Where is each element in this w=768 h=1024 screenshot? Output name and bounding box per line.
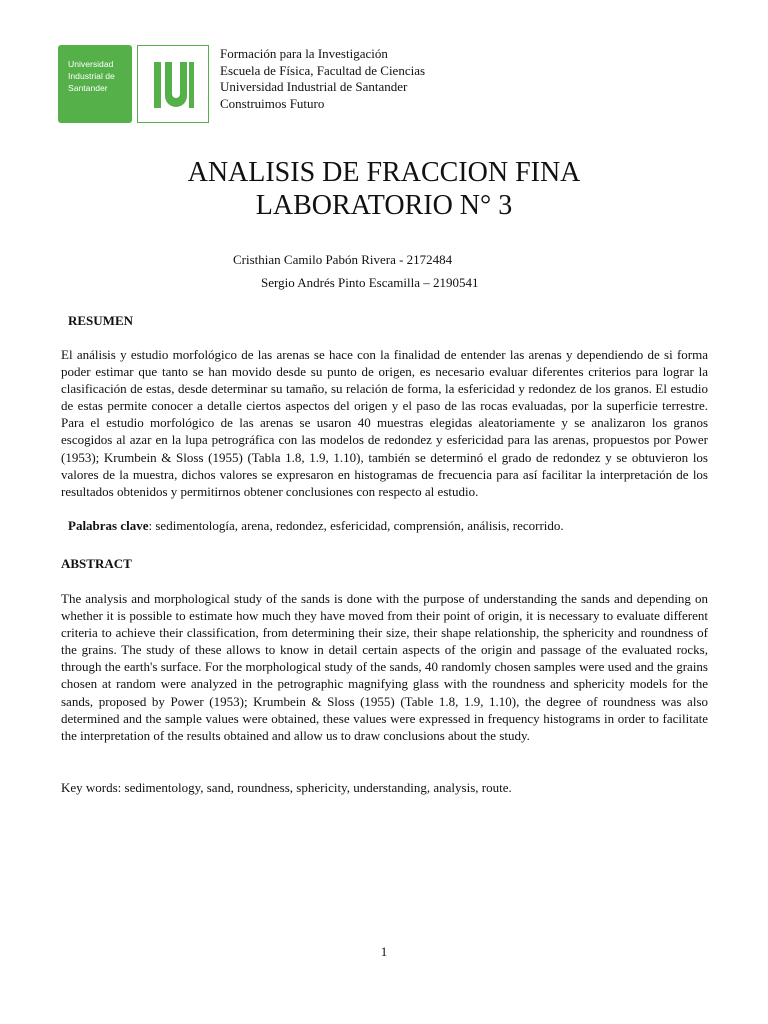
author-1: Cristhian Camilo Pabón Rivera - 2172484 — [233, 252, 453, 267]
resumen-heading: RESUMEN — [68, 313, 134, 328]
title-line-2: LABORATORIO N° 3 — [255, 190, 513, 221]
palabras-clave — [68, 518, 564, 534]
uis-emblem-icon — [152, 58, 196, 112]
logo-text-line: Universidad — [68, 59, 114, 69]
header-line: Escuela de Física, Facultad de Ciencias — [220, 62, 426, 78]
palabras-clave-label: Palabras clave — [68, 518, 149, 533]
resumen-body: El análisis y estudio morfológico de las arenas se hace con la finalidad de entender las arenas y dependiendo de si forma poder estimar que tanto se han movido desde su punto de origen, es necesario evaluar diferentes criterios para lograr la clasificación de estas, desde determinar su tamaño, su relación de forma, la esfericidad y redondez de los granos. El estudio de estas permite conocer a detalle ciertos aspectos del origen y el paso de las rocas evaluadas, por la superficie terrestre. Para el estudio morfológico de las arenas se usaron 40 muestras elegidas aleatoriamente y se analizaron los granos escogidos al azar en la lupa petrográfica con las modelos de redondez y esfericidad para las arenas, propuestos por Power (1953); Krumbein & Sloss (1955) (Tabla 1.8, 1.9, 1.10), también se determinó el grado de redondez y se obtuvieron los valores de la muestra, dichos valores se expresaron en histogramas de frecuencia para así facilitar la interpretación de los resultados obtenidos y permitirnos obtener conclusiones con respecto al estudio. — [61, 347, 708, 499]
uis-logo-text-block — [58, 45, 132, 123]
logo-text-line: Industrial de — [68, 71, 115, 81]
logo-text-line: Santander — [68, 83, 108, 93]
institution-header — [220, 46, 425, 112]
document-title — [0, 156, 768, 222]
author-2: Sergio Andrés Pinto Escamilla – 2190541 — [261, 275, 479, 290]
uis-logo-emblem — [137, 45, 209, 123]
key-words: Key words: sedimentology, sand, roundness, sphericity, understanding, analysis, route. — [61, 780, 512, 795]
title-line-1: ANALISIS DE FRACCION FINA — [187, 157, 581, 188]
header-line: Construimos Futuro — [220, 95, 325, 111]
abstract-heading: ABSTRACT — [61, 556, 132, 571]
abstract-body: The analysis and morphological study of the sands is done with the purpose of understanding the sands and depending on whether it is possible to estimate how much they have moved from their point of origin, it is necessary to evaluate different criteria to achieve their classification, from determining their size, their shape relationship, the sphericity and roundness of the grains. The study of these allows to know in detail certain aspects of the origin and passage of the evaluated rocks, through the earth's surface. For the morphological study of the sands, 40 randomly chosen samples were used and the grains chosen at random were analyzed in the petrographic magnifying glass with the roundness and sphericity models for the sands, proposed by Power (1953); Krumbein & Sloss (1955) (Table 1.8, 1.9, 1.10), the degree of roundness was also determined and the sample values were obtained, these values were expressed in frequency histograms in order to facilitate the interpretation of the results obtained and allow us to draw conclusions about the study. — [61, 591, 708, 743]
page-number: 1 — [380, 944, 388, 959]
header-line: Universidad Industrial de Santander — [220, 79, 408, 94]
header-line: Formación para la Investigación — [220, 46, 388, 61]
palabras-clave-list: : sedimentología, arena, redondez, esfericidad, comprensión, análisis, recorrido. — [148, 518, 564, 533]
